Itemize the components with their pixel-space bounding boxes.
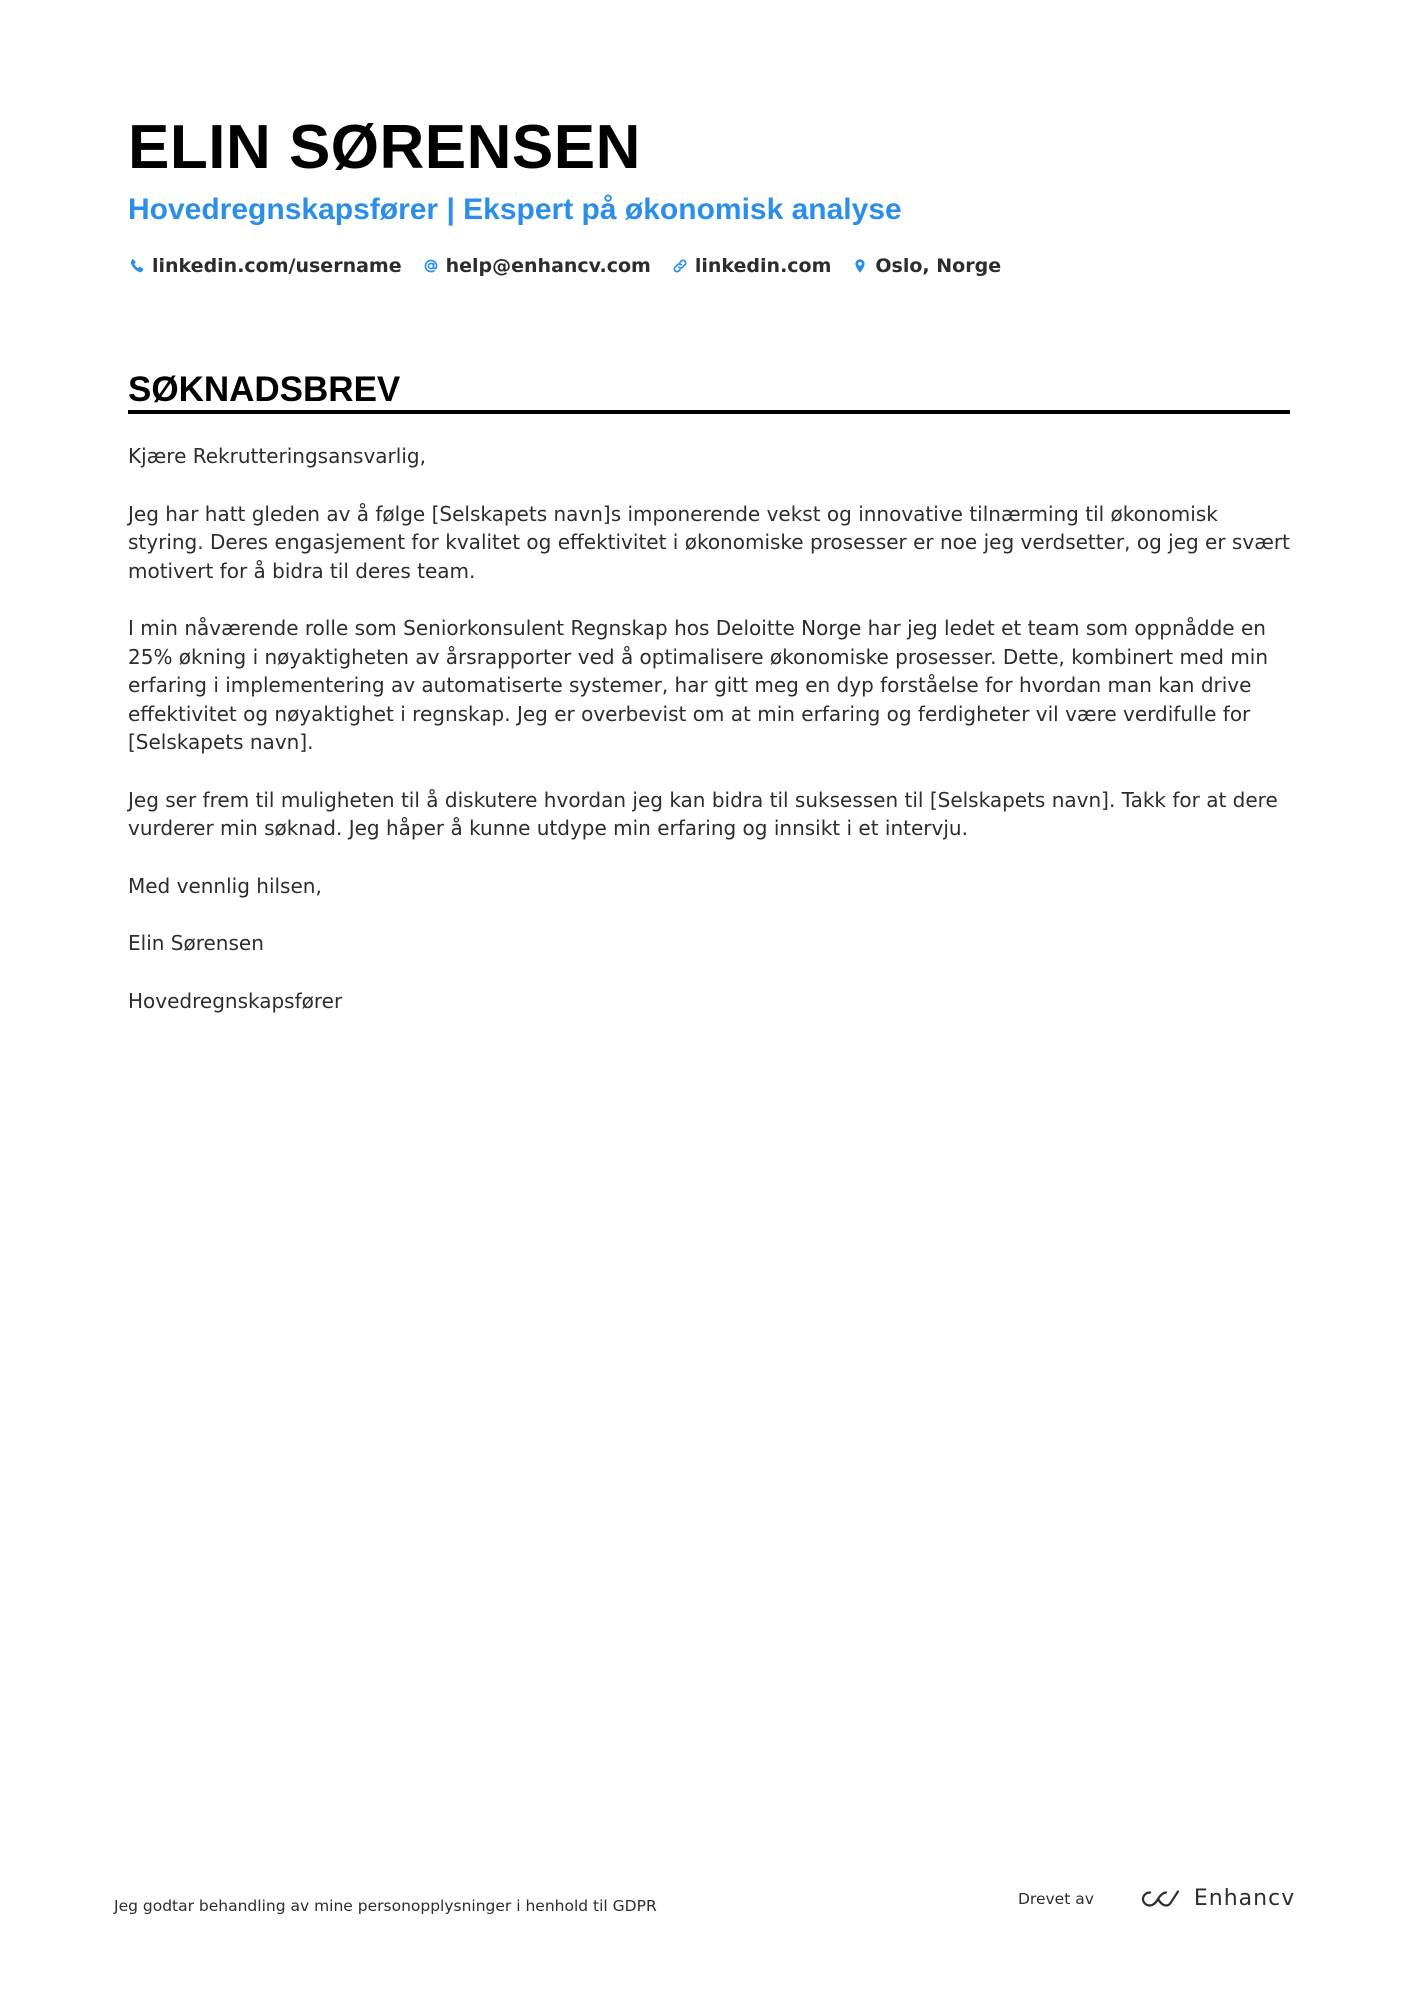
link-icon bbox=[671, 257, 689, 275]
letter-closing: Med vennlig hilsen, bbox=[128, 873, 322, 898]
contact-location-text: Oslo, Norge bbox=[875, 255, 1002, 277]
powered-by[interactable] bbox=[1018, 1884, 1295, 1914]
contact-email[interactable] bbox=[422, 252, 651, 280]
location-pin-icon bbox=[851, 257, 869, 275]
contact-info bbox=[128, 252, 1001, 280]
contact-link-text: linkedin.com bbox=[694, 255, 832, 277]
letter-paragraph: Jeg ser frem til muligheten til å diskutere hvordan jeg kan bidra til suksessen til [Selskapets navn]. Takk for at dere vurderer min søknad. Jeg håper å kunne utdype min erfaring og innsikt i et intervju. bbox=[128, 787, 1278, 840]
section-title: SØKNADSBREV bbox=[128, 370, 401, 409]
phone-icon bbox=[128, 257, 146, 275]
contact-link[interactable] bbox=[671, 252, 832, 280]
contact-phone[interactable] bbox=[128, 252, 402, 280]
signature-name: Elin Sørensen bbox=[128, 931, 264, 955]
gdpr-consent-text: Jeg godtar behandling av mine personopplysninger i henhold til GDPR bbox=[114, 1897, 657, 1915]
contact-location bbox=[851, 252, 1001, 280]
candidate-name: ELIN SØRENSEN bbox=[128, 113, 641, 182]
letter-body bbox=[128, 442, 1290, 1044]
letter-paragraph: Jeg har hatt gleden av å følge [Selskapets navn]s imponerende vekst og innovative tilnærming til økonomisk styring. Deres engasjement for kvalitet og effektivitet i økonomiske prosesser er noe jeg verdsetter, og jeg er svært motivert for å bidra til deres team. bbox=[128, 501, 1290, 583]
letter-paragraph: I min nåværende rolle som Seniorkonsulent Regnskap hos Deloitte Norge har jeg ledet et team som oppnådde en 25% økning i nøyaktigheten av årsrapporter ved å optimalisere økonomiske prosesser. Dette, kombinert med min erfaring i implementering av automatiserte systemer, har gitt meg en dyp forståelse for hvordan man kan drive effektivitet og nøyaktighet i regnskap. Jeg er overbevist om at min erfaring og ferdigheter vil være verdifulle for [Selskapets navn]. bbox=[128, 616, 1269, 754]
enhancv-brand-name: Enhancv bbox=[1193, 1886, 1296, 1911]
contact-email-text: help@enhancv.com bbox=[445, 255, 651, 277]
at-icon bbox=[422, 257, 440, 275]
signature-title: Hovedregnskapsfører bbox=[128, 988, 343, 1013]
letter-salutation: Kjære Rekrutteringsansvarlig, bbox=[128, 444, 426, 468]
candidate-headline: Hovedregnskapsfører | Ekspert på økonomisk analyse bbox=[128, 193, 902, 226]
powered-by-label: Drevet av bbox=[1018, 1890, 1094, 1908]
section-divider bbox=[128, 410, 1290, 414]
contact-phone-text: linkedin.com/username bbox=[152, 255, 402, 277]
enhancv-logo-icon bbox=[1138, 1886, 1186, 1912]
